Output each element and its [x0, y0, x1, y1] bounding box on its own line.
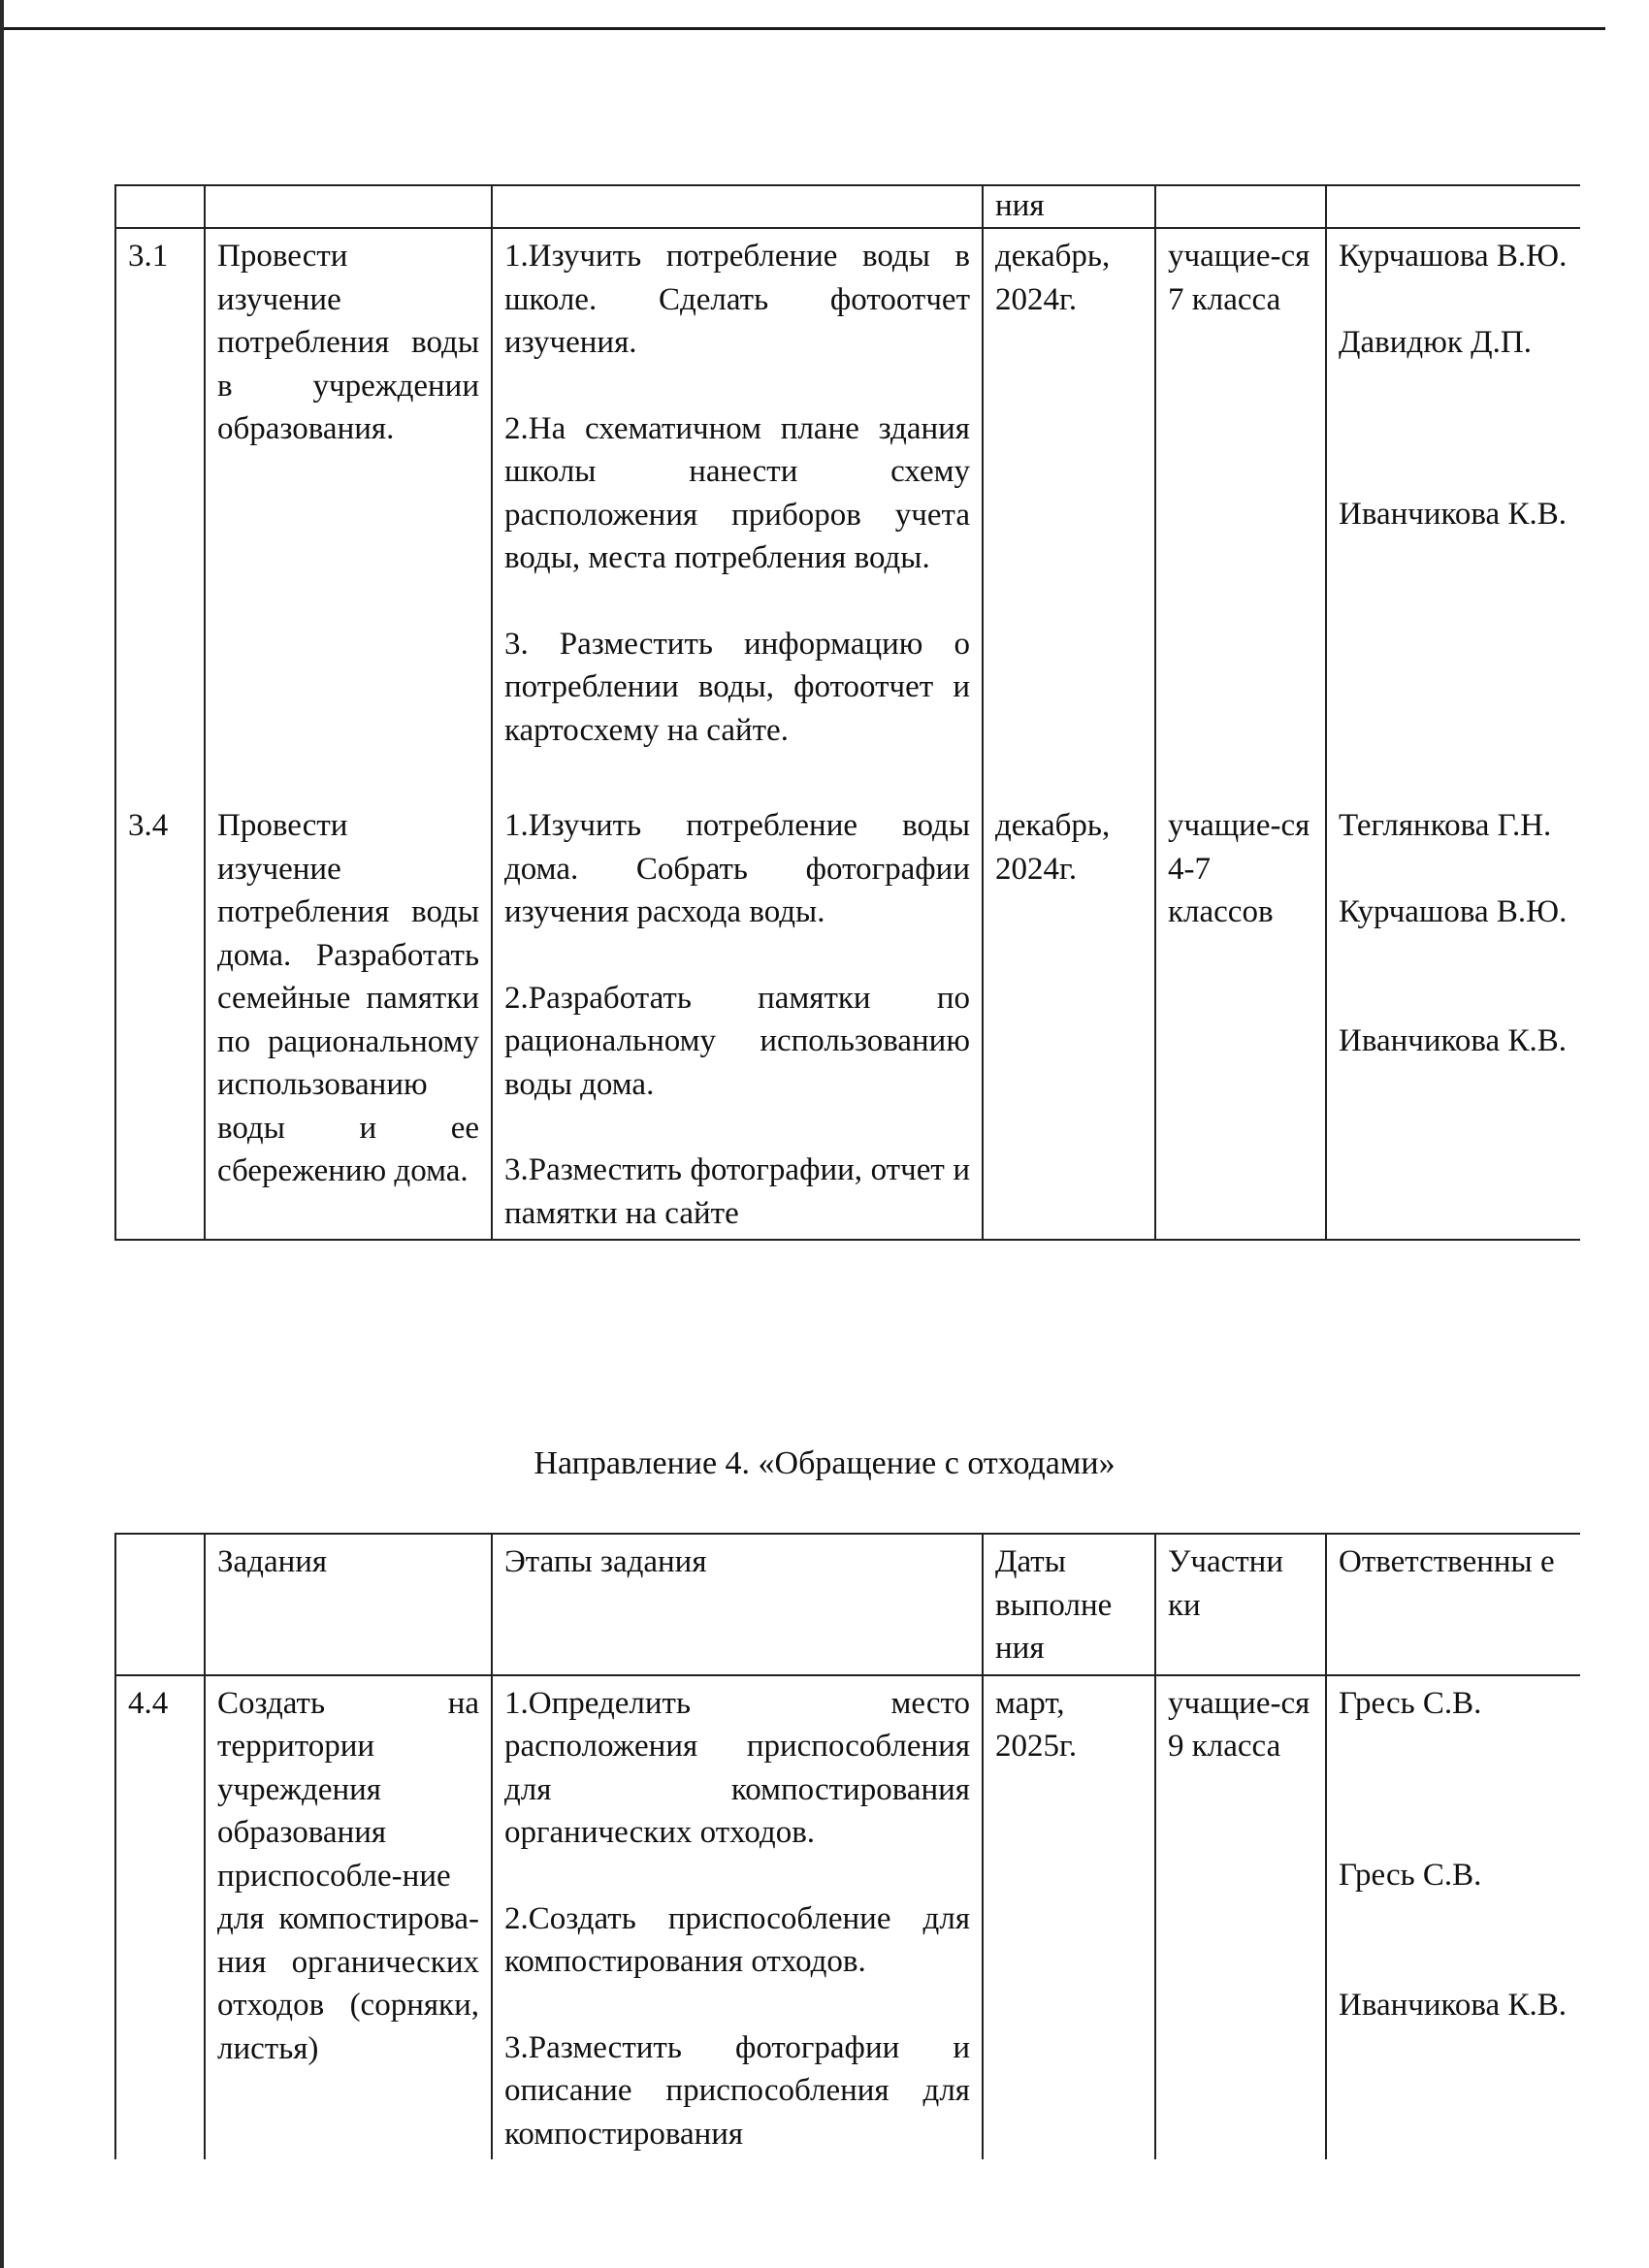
responsible-1: Курчашова В.Ю.: [1339, 239, 1568, 274]
step-3: 3.Разместить фотографии, отчет и памятки на сайте: [504, 1152, 970, 1231]
water-tasks-table: [114, 184, 1580, 1241]
responsible-3: Иванчикова К.В.: [1339, 497, 1567, 532]
header-steps: Этапы задания: [492, 1534, 983, 1675]
row-dates: март, 2025г.: [983, 1675, 1155, 2160]
row-participants: учащие-ся 9 класса: [1155, 1675, 1326, 2160]
responsible-1: Гресь С.В.: [1339, 1685, 1482, 1721]
header-dates: Даты выполне ния: [983, 1534, 1155, 1675]
row-steps: [492, 1675, 983, 2160]
row-dates: декабрь, 2024г.: [983, 228, 1155, 798]
header-participants: Участни ки: [1155, 1534, 1326, 1675]
row-responsible: [1326, 228, 1580, 798]
header-cell-number: [115, 185, 205, 228]
step-2: 2.На схематичном плане здания школы нанести схему расположения приборов учета воды, места потребления воды.: [504, 410, 970, 575]
step-2: 2.Создать приспособление для компостирования отходов.: [504, 1900, 970, 1979]
header-cell-dates: ния: [983, 185, 1155, 228]
header-responsible: Ответственны е: [1326, 1534, 1580, 1675]
scan-edge-left: [0, 0, 4, 2268]
row-task: Создать на территории учреждения образования приспособле-ние для компостирова-ния органических отходов (сорняки, листья): [205, 1675, 492, 2160]
step-3: 3. Разместить информацию о потреблении воды, фотоотчет и картосхему на сайте.: [504, 626, 970, 748]
row-number: 4.4: [115, 1675, 205, 2160]
step-1: 1.Изучить потребление воды дома. Собрать фотографии изучения расхода воды.: [504, 808, 970, 929]
responsible-3: Иванчикова К.В.: [1339, 1987, 1567, 2023]
header-cell-participants: [1155, 185, 1326, 228]
row-task: Провести изучение потребления воды в учреждении образования.: [205, 228, 492, 798]
responsible-2: Гресь С.В.: [1339, 1858, 1482, 1893]
responsible-2: Курчашова В.Ю.: [1339, 893, 1568, 929]
scan-edge-top: [0, 27, 1605, 30]
responsible-1: Теглянкова Г.Н.: [1339, 808, 1552, 843]
header-cell-task: [205, 185, 492, 228]
table-header-continuation-row: [115, 185, 1580, 228]
step-1: 1.Изучить потребление воды в школе. Сделать фотоотчет изучения.: [504, 239, 970, 360]
row-participants: учащие-ся 7 класса: [1155, 228, 1326, 798]
step-1: 1.Определить место расположения приспособления для компостирования органических отходов.: [504, 1685, 970, 1850]
row-dates: декабрь, 2024г.: [983, 798, 1155, 1240]
table-header-row: [115, 1534, 1580, 1675]
table-row: [115, 228, 1580, 798]
header-task: Задания: [205, 1534, 492, 1675]
table-row: [115, 1675, 1580, 2160]
header-cell-steps: [492, 185, 983, 228]
row-number: 3.4: [115, 798, 205, 1240]
header-cell-responsible: [1326, 185, 1580, 228]
row-responsible: [1326, 1675, 1580, 2160]
section-title: Направление 4. «Обращение с отходами»: [534, 1445, 1116, 1481]
row-number: 3.1: [115, 228, 205, 798]
row-task: Провести изучение потребления воды дома. Разработать семейные памятки по рациональному использованию воды и ее сбережению дома.: [205, 798, 492, 1240]
row-steps: [492, 228, 983, 798]
row-steps: [492, 798, 983, 1240]
waste-tasks-table: [114, 1533, 1580, 2159]
step-3: 3.Разместить фотографии и описание приспособления для компостирования: [504, 2029, 970, 2152]
row-responsible: [1326, 798, 1580, 1240]
responsible-3: Иванчикова К.В.: [1339, 1023, 1567, 1058]
responsible-2: Давидюк Д.П.: [1339, 324, 1532, 360]
row-participants: учащие-ся 4-7 классов: [1155, 798, 1326, 1240]
step-2: 2.Разработать памятки по рациональному использованию воды дома.: [504, 980, 970, 1102]
header-number: [115, 1534, 205, 1675]
table-row: [115, 798, 1580, 1240]
